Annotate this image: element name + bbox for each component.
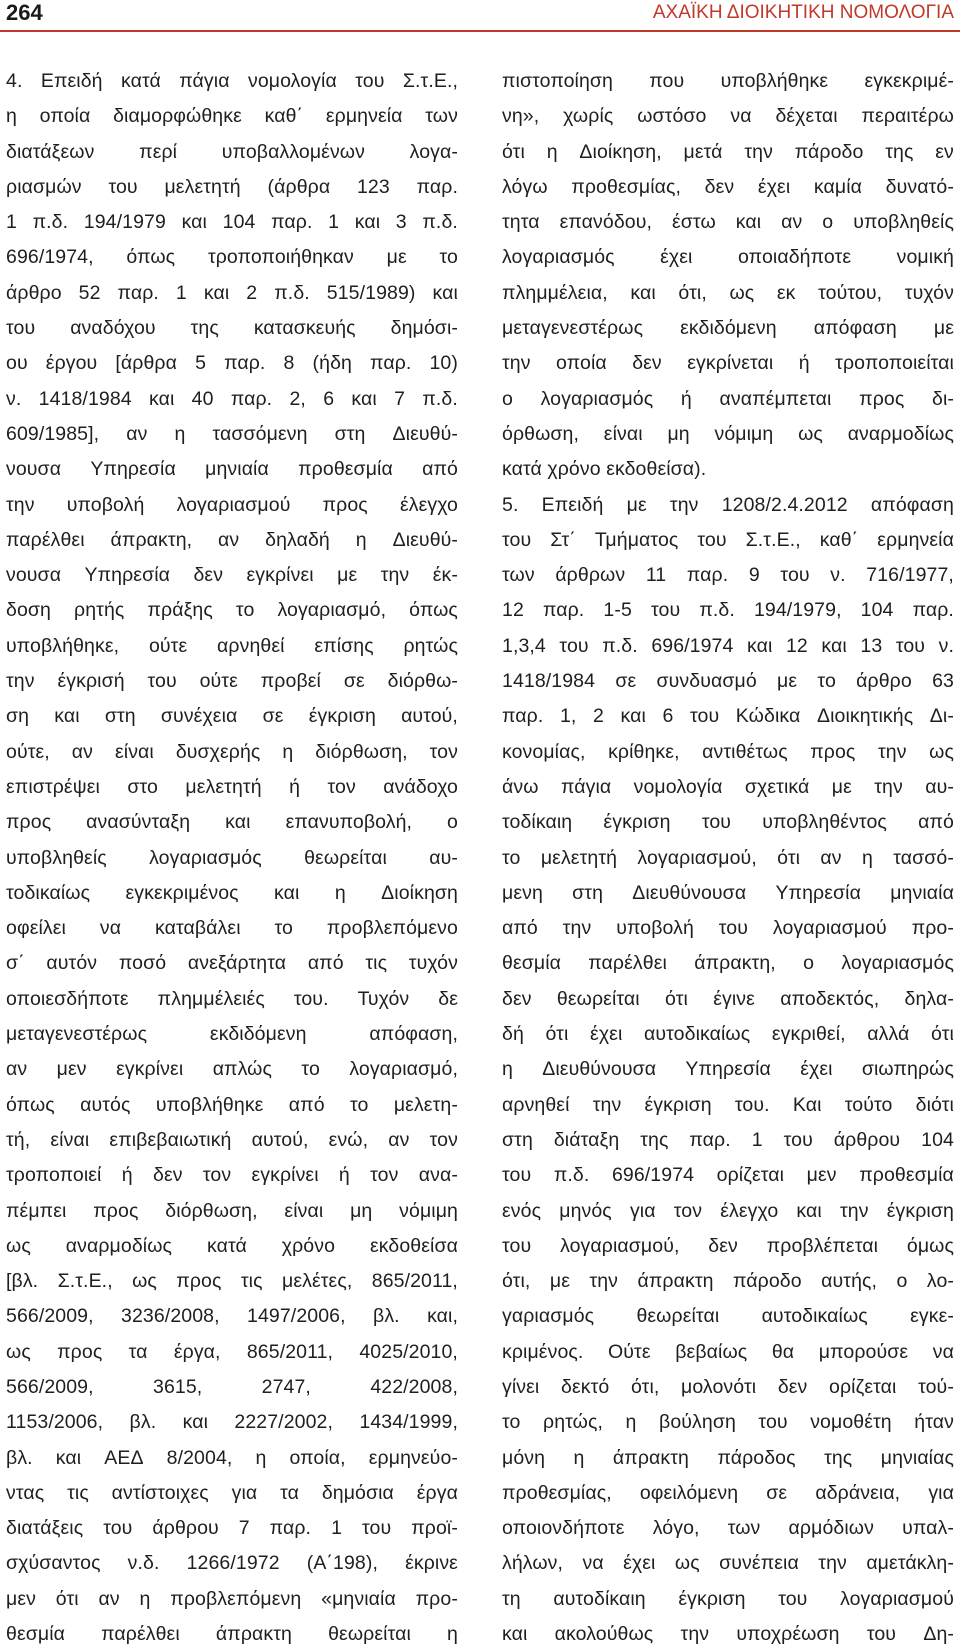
right-column [502, 64, 954, 1652]
text-line: επιστρέψει στο μελετητή ή τον ανάδοχο [6, 775, 458, 798]
text-line: η οποία διαμορφώθηκε καθ΄ ερμηνεία των [6, 105, 458, 128]
text-line: τοδίκαιη έγκριση του υποβληθέντος από [502, 811, 954, 834]
text-line: προς ανασύνταξη και επανυποβολή, ο [6, 811, 458, 834]
text-line: ντας τις αντίστοιχες για τα δημόσια έργα [6, 1481, 458, 1504]
text-line: παρ. 1, 2 και 6 του Κώδικα Διοικητικής Δι- [502, 705, 954, 728]
text-line: νουσα Υπηρεσία δεν εγκρίνει με την έκ- [6, 564, 458, 587]
text-line: όρθωση, είναι μη νόμιμη ως αναρμοδίως [502, 422, 954, 445]
text-line: σ΄ αυτόν ποσό ανεξάρτητα από τις τυχόν [6, 952, 458, 975]
text-line: νη», χωρίς ωστόσο να δέχεται περαιτέρω [502, 105, 954, 128]
text-line: μεν ότι αν η προβλεπόμενη «μηνιαία προ- [6, 1587, 458, 1610]
text-line: ότι η Διοίκηση, μετά την πάροδο της εν [502, 140, 954, 163]
text-line: του λογαριασμού, δεν προβλέπεται όμως [502, 1234, 954, 1257]
text-line: οφείλει να καταβάλει το προβλεπόμενο [6, 917, 458, 940]
text-line: τητα επανόδου, έστω και αν ο υποβληθείς [502, 211, 954, 234]
text-line: 1,3,4 του π.δ. 696/1974 και 12 και 13 του ν. [502, 634, 954, 657]
text-line: 1153/2006, βλ. και 2227/2002, 1434/1999, [6, 1411, 458, 1434]
left-column [6, 64, 458, 1652]
text-line: ου έργου [άρθρα 5 παρ. 8 (ήδη παρ. 10) [6, 352, 458, 375]
text-line: υποβλήθηκε, ούτε αρνηθεί επίσης ρητώς [6, 634, 458, 657]
running-head: ΑΧΑΪΚΗ ΔΙΟΙΚΗΤΙΚΗ ΝΟΜΟΛΟΓΙΑ [652, 2, 954, 23]
text-line: ριασμών του μελετητή (άρθρα 123 παρ. [6, 175, 458, 198]
text-line: το μελετητή λογαριασμού, ότι αν η τασσό- [502, 846, 954, 869]
text-line: 1418/1984 σε συνδυασμό με το άρθρο 63 [502, 670, 954, 693]
text-line: τή, είναι επιβεβαιωτική αυτού, ενώ, αν τον [6, 1128, 458, 1151]
text-line: του Στ΄ Τμήματος του Σ.τ.Ε., καθ΄ ερμηνεία [502, 528, 954, 551]
text-line: 609/1985], αν η τασσόμενη στη Διευθύ- [6, 422, 458, 445]
text-line: την υποβολή λογαριασμού προς έλεγχο [6, 493, 458, 516]
text-line: ότι, με την άπρακτη πάροδο αυτής, ο λο- [502, 1270, 954, 1293]
text-line: οποιονδήποτε λόγο, των αρμόδιων υπαλ- [502, 1517, 954, 1540]
text-line: μεταγενεστέρως εκδιδόμενη απόφαση, [6, 1023, 458, 1046]
text-line: πλημμέλεια, και ότι, ως εκ τούτου, τυχόν [502, 281, 954, 304]
text-line: γαριασμός θεωρείται αυτοδικαίως εγκε- [502, 1305, 954, 1328]
text-line: προθεσμίας, οφειλόμενη σε αδράνεια, για [502, 1481, 954, 1504]
text-line: γίνει δεκτό ότι, μολονότι δεν ορίζεται τού- [502, 1375, 954, 1398]
text-line: άνω πάγια νομολογία σχετικά με την αυ- [502, 775, 954, 798]
text-line: λογαριασμός έχει οποιαδήποτε νομική [502, 246, 954, 269]
text-line: υποβληθείς λογαριασμός θεωρείται αυ- [6, 846, 458, 869]
text-line: 4. Επειδή κατά πάγια νομολογία του Σ.τ.Ε., [6, 70, 458, 92]
text-line: ο λογαριασμός ή αναπέμπεται προς δι- [502, 387, 954, 410]
text-line: ούτε, αν είναι δυσχερής η διόρθωση, τον [6, 740, 458, 763]
text-line: διατάξεων περί υποβαλλομένων λογα- [6, 140, 458, 163]
text-line: ση και στη συνέχεια σε έγκριση αυτού, [6, 705, 458, 728]
text-line: των άρθρων 11 παρ. 9 του ν. 716/1977, [502, 564, 954, 587]
text-line: μεταγενεστέρως εκδιδόμενη απόφαση με [502, 317, 954, 340]
text-line: οποιεσδήποτε πλημμέλειές του. Τυχόν δε [6, 987, 458, 1010]
text-line: πιστοποίηση που υποβλήθηκε εγκεκριμέ- [502, 70, 954, 92]
text-line: λόγω προθεσμίας, δεν έχει καμία δυνατό- [502, 175, 954, 198]
text-line: 566/2009, 3236/2008, 1497/2006, βλ. και, [6, 1305, 458, 1328]
text-line: τροποποιεί ή δεν τον εγκρίνει ή τον ανα- [6, 1164, 458, 1187]
text-line: σχύσαντος ν.δ. 1266/1972 (Α΄198), έκρινε [6, 1552, 458, 1575]
text-line: του αναδόχου της κατασκευής δημόσι- [6, 317, 458, 340]
text-line: ως αναρμοδίως κατά χρόνο εκδοθείσα [6, 1234, 458, 1257]
text-line: στη διάταξη της παρ. 1 του άρθρου 104 [502, 1128, 954, 1151]
text-line: τη αυτοδίκαιη έγκριση του λογαριασμού [502, 1587, 954, 1610]
text-line: διατάξεις του άρθρου 7 παρ. 1 του προϊ- [6, 1517, 458, 1540]
text-line: από την υποβολή του λογαριασμού προ- [502, 917, 954, 940]
text-line: την έγκρισή του ούτε προβεί σε διόρθω- [6, 670, 458, 693]
text-line: μενη στη Διευθύνουσα Υπηρεσία μηνιαία [502, 881, 954, 904]
text-line: του π.δ. 696/1974 ορίζεται μεν προθεσμία [502, 1164, 954, 1187]
text-line: 696/1974, όπως τροποποιήθηκαν με το [6, 246, 458, 269]
text-line: παρέλθει άπρακτη, αν δηλαδή η Διευθύ- [6, 528, 458, 551]
text-line: ως προς τα έργα, 865/2011, 4025/2010, [6, 1340, 458, 1363]
text-line: κριμένος. Ούτε βεβαίως θα μπορούσε να [502, 1340, 954, 1363]
text-line: δεν θεωρείται ότι έγινε αποδεκτός, δηλα- [502, 987, 954, 1010]
text-line: όπως αυτός υποβλήθηκε από το μελετη- [6, 1093, 458, 1116]
text-line: [βλ. Σ.τ.Ε., ως προς τις μελέτες, 865/2011, [6, 1270, 458, 1293]
text-line: τοδικαίως εγκεκριμένος και η Διοίκηση [6, 881, 458, 904]
text-line: ενός μηνός για τον έλεγχο και την έγκριση [502, 1199, 954, 1222]
text-line: νουσα Υπηρεσία μηνιαία προθεσμία από [6, 458, 458, 481]
text-line: βλ. και ΑΕΔ 8/2004, η οποία, ερμηνεύο- [6, 1446, 458, 1469]
text-line: η Διευθύνουσα Υπηρεσία έχει σιωπηρώς [502, 1058, 954, 1081]
text-line: 1 π.δ. 194/1979 και 104 παρ. 1 και 3 π.δ. [6, 211, 458, 234]
text-line: αρνηθεί την έγκριση του. Και τούτο διότι [502, 1093, 954, 1116]
text-line: λήλων, να έχει ως συνέπεια την αμετάκλη- [502, 1552, 954, 1575]
text-line: 5. Επειδή με την 1208/2.4.2012 απόφαση [502, 493, 954, 516]
header-rule [0, 30, 960, 32]
text-line: 566/2009, 3615, 2747, 422/2008, [6, 1375, 458, 1398]
page-header [0, 0, 960, 30]
text-line: και ακολούθως την υποχρέωση του Δη- [502, 1623, 954, 1646]
text-line: μόνη η άπρακτη πάροδος της μηνιαίας [502, 1446, 954, 1469]
text-line: πέμπει προς διόρθωση, είναι μη νόμιμη [6, 1199, 458, 1222]
text-line: δή ότι έχει αυτοδικαίως εγκριθεί, αλλά ότι [502, 1023, 954, 1046]
text-line: την οποία δεν εγκρίνεται ή τροποποιείται [502, 352, 954, 375]
text-line: ν. 1418/1984 και 40 παρ. 2, 6 και 7 π.δ. [6, 387, 458, 410]
text-line: κατά χρόνο εκδοθείσα). [502, 458, 707, 481]
text-line: θεσμία παρέλθει άπρακτη, ο λογαριασμός [502, 952, 954, 975]
text-line: το ρητώς, η βούληση του νομοθέτη ήταν [502, 1411, 954, 1434]
text-line: δοση ρητής πράξης το λογαριασμό, όπως [6, 599, 458, 622]
page-number: 264 [6, 0, 43, 25]
text-line: αν μεν εγκρίνει απλώς το λογαριασμό, [6, 1058, 458, 1081]
text-line: άρθρο 52 παρ. 1 και 2 π.δ. 515/1989) και [6, 281, 458, 304]
text-line: θεσμία παρέλθει άπρακτη θεωρείται η [6, 1623, 458, 1646]
text-line: κονομίας, κρίθηκε, αντιθέτως προς την ως [502, 740, 954, 763]
text-line: 12 παρ. 1-5 του π.δ. 194/1979, 104 παρ. [502, 599, 954, 622]
